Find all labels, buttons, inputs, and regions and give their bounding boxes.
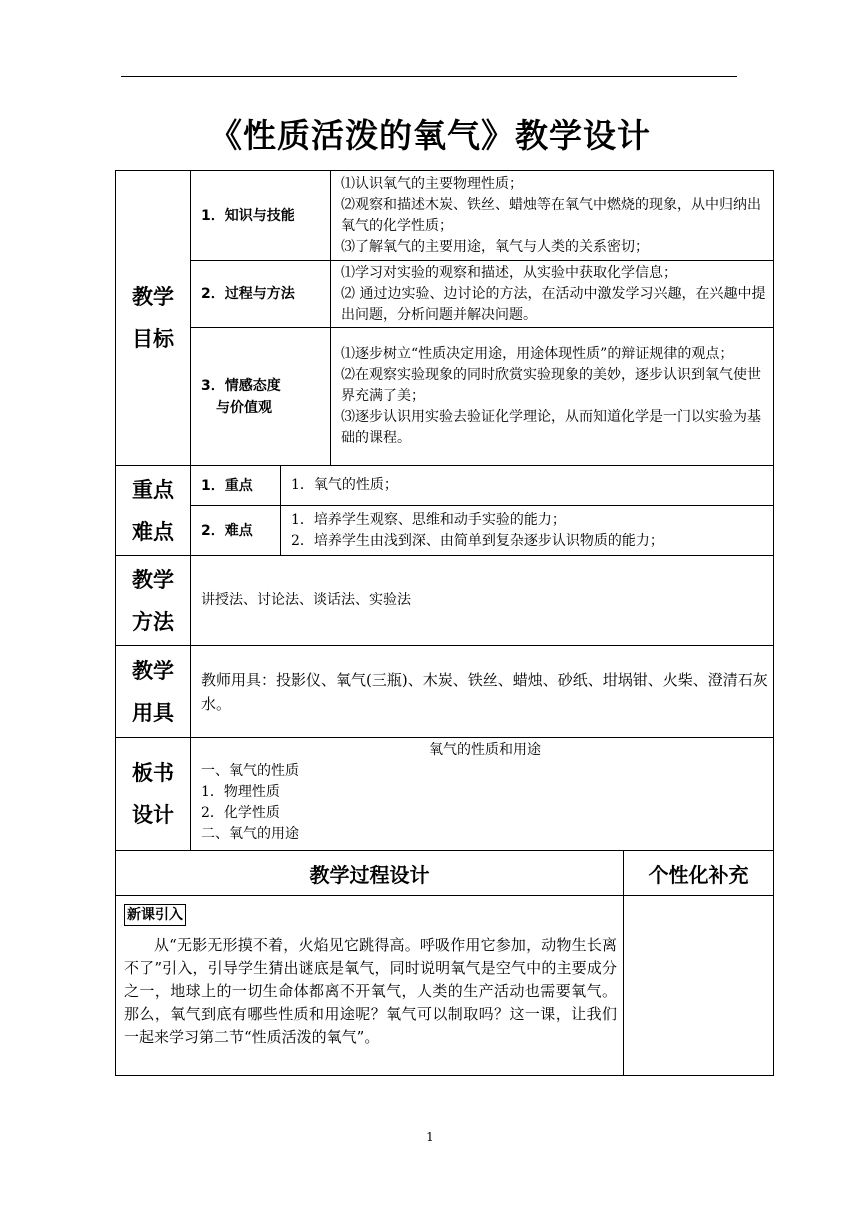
process-header: 教学过程设计 xyxy=(116,851,624,896)
header-rule xyxy=(121,76,737,77)
intro-label: 新课引入 xyxy=(124,904,186,926)
objective-content-process: ⑴学习对实验的观察和描述，从实验中获取化学信息； ⑵ 通过边实验、边讨论的方法，在活动中激发学习兴趣，在兴趣中提出问题，分析问题并解决问题。 xyxy=(331,261,774,328)
supplement-cell xyxy=(624,896,774,1076)
objective-row-knowledge xyxy=(116,171,774,261)
keypoint-label: 1．重点 xyxy=(191,466,281,506)
methods-row xyxy=(116,556,774,646)
lesson-plan-table xyxy=(115,170,774,1076)
tools-section-label: 教学 用具 xyxy=(116,646,191,738)
keypoints-section-label: 重点 难点 xyxy=(116,466,191,556)
objectives-section-label: 教学 目标 xyxy=(116,171,191,466)
objective-row-process xyxy=(116,261,774,328)
objective-label-process: 2．过程与方法 xyxy=(191,261,331,328)
keypoint-content: 1．氧气的性质； xyxy=(281,466,774,506)
tools-row xyxy=(116,646,774,738)
keypoint-row xyxy=(116,466,774,506)
objective-content-knowledge: ⑴认识氧气的主要物理性质； ⑵观察和描述木炭、铁丝、蜡烛等在氧气中燃烧的现象，从中归纳出氧气的化学性质； ⑶了解氧气的主要用途，氧气与人类的关系密切； xyxy=(331,171,774,261)
difficulty-row xyxy=(116,506,774,556)
difficulty-content: 1．培养学生观察、思维和动手实验的能力； 2．培养学生由浅到深、由简单到复杂逐步认识物质的能力； xyxy=(281,506,774,556)
difficulty-label: 2．难点 xyxy=(191,506,281,556)
methods-content: 讲授法、讨论法、谈话法、实验法 xyxy=(191,556,774,646)
intro-cell xyxy=(116,896,624,1076)
intro-text: 从“无影无形摸不着，火焰见它跳得高。呼吸作用它参加，动物生长离不了”引入，引导学生猜出谜底是氧气，同时说明氧气是空气中的主要成分之一，地球上的一切生命体都离不开氧气，人类的生产活动也需要氧气。那么，氧气到底有哪些性质和用途呢？氧气可以制取吗？这一课，让我们一起来学习第二节“性质活泼的氧气”。 xyxy=(124,936,617,1046)
process-header-row xyxy=(116,851,774,896)
supplement-header: 个性化补充 xyxy=(624,851,774,896)
objective-row-attitude xyxy=(116,328,774,466)
tools-content: 教师用具：投影仪、氧气(三瓶)、木炭、铁丝、蜡烛、砂纸、坩埚钳、火柴、澄清石灰水。 xyxy=(191,646,774,738)
page-number: 1 xyxy=(426,1130,434,1144)
objective-label-knowledge: 1．知识与技能 xyxy=(191,171,331,261)
board-content: 氧气的性质和用途 一、氧气的性质 1．物理性质 2．化学性质 二、氧气的用途 xyxy=(191,738,774,851)
board-section-label: 板书 设计 xyxy=(116,738,191,851)
board-row xyxy=(116,738,774,851)
methods-section-label: 教学 方法 xyxy=(116,556,191,646)
objective-content-attitude: ⑴逐步树立“性质决定用途，用途体现性质”的辩证规律的观点； ⑵在观察实验现象的同时欣赏实验现象的美妙，逐步认识到氧气使世界充满了美； ⑶逐步认识用实验去验证化学理论，从而知道化学是一门以实验为基础的课程。 xyxy=(331,328,774,466)
board-title: 氧气的性质和用途 xyxy=(429,742,541,758)
process-body-row xyxy=(116,896,774,1076)
page-title: 《性质活泼的氧气》教学设计 xyxy=(209,116,651,155)
objective-label-attitude: 3．情感态度 与价值观 xyxy=(191,328,331,466)
